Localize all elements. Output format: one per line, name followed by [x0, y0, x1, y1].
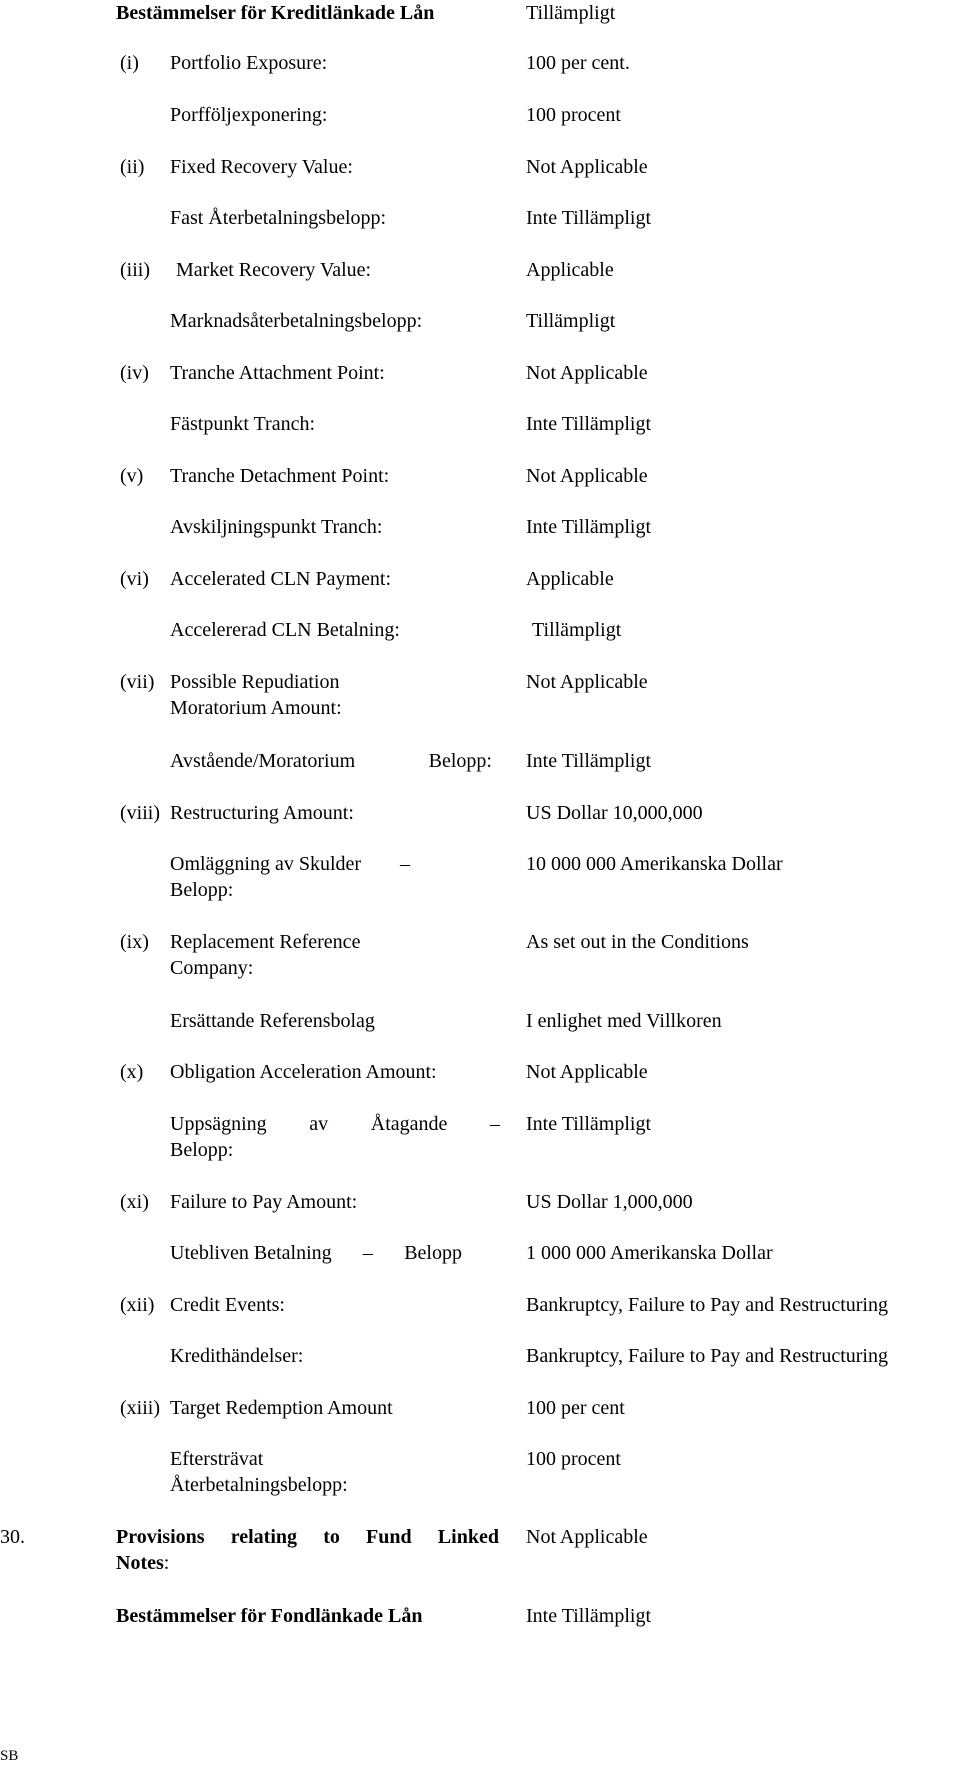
item-label-en: Accelerated CLN Payment: — [170, 568, 392, 590]
label-word: Uppsägning — [170, 1113, 267, 1135]
item-value-en: Applicable — [526, 259, 614, 281]
item-value-sv: Inte Tillämpligt — [526, 413, 652, 435]
item-label-sv — [170, 1240, 462, 1266]
item-value-en: Applicable — [526, 568, 614, 590]
item-value-sv: 10 000 000 Amerikanska Dollar — [526, 853, 783, 875]
footer-initials: SB — [0, 1748, 19, 1764]
section-header-value: Tillämpligt — [526, 2, 616, 24]
item-label-sv: Avskiljningspunkt Tranch: — [170, 516, 383, 538]
item-value-sv: Tillämpligt — [526, 310, 616, 332]
label-word: Belopp: — [428, 750, 492, 772]
item-number: (ix) — [120, 931, 149, 953]
title-word: Linked — [437, 1526, 499, 1548]
label-word: – — [362, 1242, 373, 1264]
item-number: (ii) — [120, 156, 145, 178]
item-label-sv — [170, 851, 410, 877]
item-label-en: Tranche Attachment Point: — [170, 362, 385, 384]
label-word: Belopp — [404, 1242, 462, 1264]
item-value-en: Not Applicable — [526, 362, 648, 384]
item-value-sv: 100 procent — [526, 1448, 621, 1470]
label-word: Omläggning av Skulder — [170, 853, 362, 875]
item-label-sv-cont: Belopp: — [170, 879, 234, 901]
item-label-en: Target Redemption Amount — [170, 1397, 393, 1419]
item-number: (iii) — [120, 259, 150, 281]
item-number: (vii) — [120, 671, 155, 693]
item-value-en: Not Applicable — [526, 156, 648, 178]
section-title-sv: Bestämmelser för Fondlänkade Lån — [116, 1605, 423, 1627]
item-label-en-cont: Company: — [170, 957, 254, 979]
section-title-cont — [116, 1550, 169, 1576]
item-number: (xi) — [120, 1191, 149, 1213]
item-value-en: 100 per cent — [526, 1397, 625, 1419]
item-label-sv: Fästpunkt Tranch: — [170, 413, 316, 435]
title-colon: : — [163, 1552, 170, 1574]
item-number: (xii) — [120, 1294, 155, 1316]
item-value-en: 100 per cent. — [526, 52, 630, 74]
title-word: Fund — [366, 1526, 412, 1548]
item-value-en: As set out in the Conditions — [526, 931, 749, 953]
item-value-en: US Dollar 10,000,000 — [526, 802, 703, 824]
item-value-en: Not Applicable — [526, 671, 648, 693]
title-word: Notes — [116, 1552, 164, 1574]
item-number: (v) — [120, 465, 144, 487]
item-label-en: Fixed Recovery Value: — [170, 156, 353, 178]
title-word: relating — [230, 1526, 298, 1548]
item-label-en: Portfolio Exposure: — [170, 52, 328, 74]
item-value-sv: I enlighet med Villkoren — [526, 1010, 722, 1032]
item-value-sv: Tillämpligt — [532, 619, 622, 641]
item-label-en: Credit Events: — [170, 1294, 285, 1316]
item-value-en: Not Applicable — [526, 465, 648, 487]
item-label-sv: Kredithändelser: — [170, 1345, 304, 1367]
item-number: (x) — [120, 1061, 144, 1083]
label-word: – — [400, 853, 410, 875]
item-value-sv: 100 procent — [526, 104, 621, 126]
label-word: av — [309, 1113, 329, 1135]
item-label-sv — [170, 748, 492, 774]
label-word: – — [489, 1113, 500, 1135]
item-label-en: Possible Repudiation — [170, 671, 340, 693]
item-value-sv: Inte Tillämpligt — [526, 1113, 652, 1135]
item-number: (xiii) — [120, 1397, 160, 1419]
item-label-sv — [170, 1111, 500, 1137]
item-label-sv: Accelererad CLN Betalning: — [170, 619, 400, 641]
item-value-sv: Inte Tillämpligt — [526, 207, 652, 229]
item-label-sv: Eftersträvat — [170, 1448, 264, 1470]
item-label-en: Market Recovery Value: — [176, 259, 372, 281]
section-title — [116, 1524, 499, 1550]
item-value-sv: Bankruptcy, Failure to Pay and Restructuring — [526, 1345, 888, 1367]
section-value: Not Applicable — [526, 1526, 648, 1548]
section-number: 30. — [0, 1526, 25, 1548]
item-label-sv-cont: Belopp: — [170, 1139, 234, 1161]
item-value-sv: 1 000 000 Amerikanska Dollar — [526, 1242, 773, 1264]
title-word: to — [323, 1526, 340, 1548]
item-label-sv: Fast Återbetalningsbelopp: — [170, 207, 387, 229]
item-label-sv: Ersättande Referensbolag — [170, 1010, 375, 1032]
item-value-en: Bankruptcy, Failure to Pay and Restructuring — [526, 1294, 888, 1316]
item-label-sv: Marknadsåterbetalningsbelopp: — [170, 310, 423, 332]
item-label-en: Tranche Detachment Point: — [170, 465, 390, 487]
item-label-en-cont: Moratorium Amount: — [170, 697, 342, 719]
item-number: (viii) — [120, 802, 160, 824]
item-value-sv: Inte Tillämpligt — [526, 750, 652, 772]
item-number: (iv) — [120, 362, 149, 384]
section-header-label: Bestämmelser för Kreditlänkade Lån — [116, 2, 435, 24]
item-label-en: Obligation Acceleration Amount: — [170, 1061, 437, 1083]
item-label-en: Failure to Pay Amount: — [170, 1191, 358, 1213]
item-value-sv: Inte Tillämpligt — [526, 516, 652, 538]
item-label-sv: Porfföljexponering: — [170, 104, 328, 126]
label-word: Utebliven Betalning — [170, 1242, 332, 1264]
label-word: Avstående/Moratorium — [170, 750, 356, 772]
item-label-en: Restructuring Amount: — [170, 802, 354, 824]
item-number: (vi) — [120, 568, 149, 590]
title-word: Provisions — [116, 1526, 205, 1548]
item-label-sv-cont: Återbetalningsbelopp: — [170, 1474, 348, 1496]
item-value-en: US Dollar 1,000,000 — [526, 1191, 693, 1213]
label-word: Åtagande — [370, 1113, 448, 1135]
section-value-sv: Inte Tillämpligt — [526, 1605, 652, 1627]
item-label-en: Replacement Reference — [170, 931, 361, 953]
item-value-en: Not Applicable — [526, 1061, 648, 1083]
item-number: (i) — [120, 52, 139, 74]
